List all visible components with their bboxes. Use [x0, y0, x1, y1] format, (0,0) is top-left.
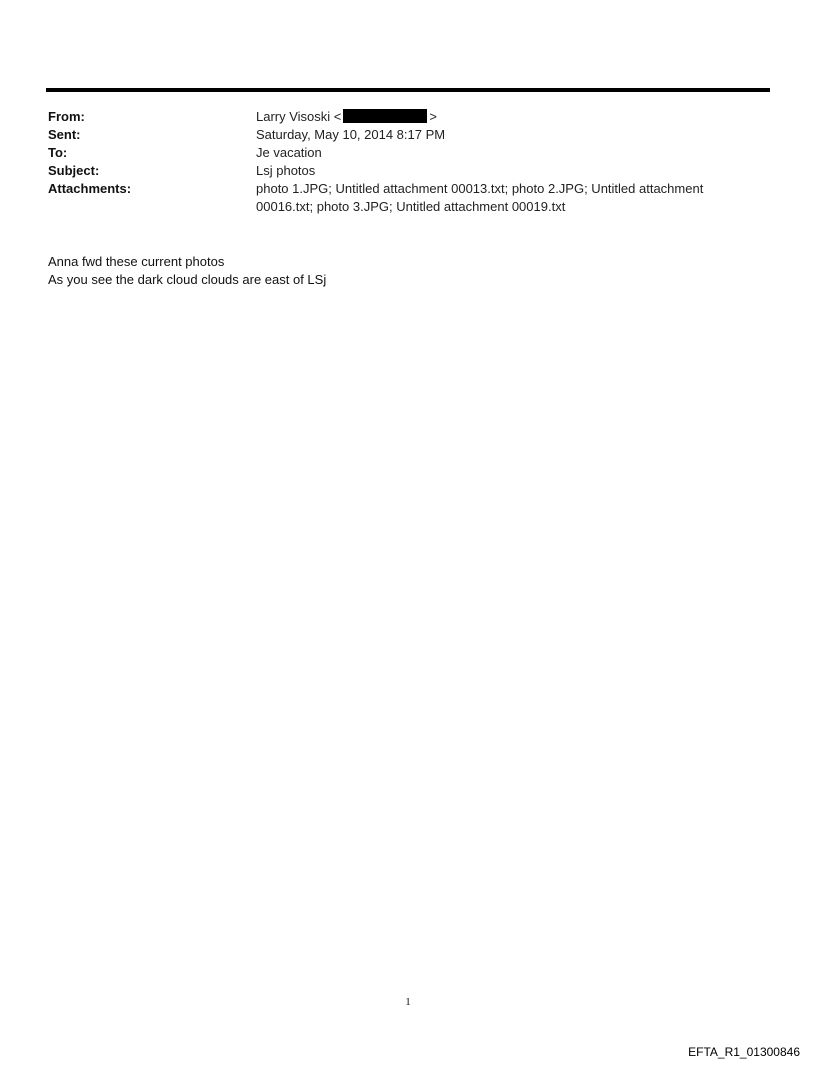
from-label: From:: [48, 109, 85, 124]
attachments-label: Attachments:: [48, 181, 132, 196]
bates-number: EFTA_R1_01300846: [688, 1045, 800, 1059]
sent-label: Sent:: [48, 127, 81, 142]
from-row: [48, 108, 770, 126]
to-label: To:: [48, 145, 68, 160]
attachments-line-1: photo 1.JPG; Untitled attachment 00013.txt; photo 2.JPG; Untitled attachment: [256, 181, 704, 196]
to-value: Je vacation: [256, 145, 322, 160]
body-line-2: As you see the dark cloud clouds are east of LSj: [48, 272, 327, 287]
subject-label: Subject:: [48, 163, 100, 178]
attachments-value: [256, 180, 770, 216]
sent-row: [48, 126, 770, 144]
header-rule: [46, 88, 770, 92]
redaction-block: [343, 109, 427, 123]
from-name: Larry Visoski <: [256, 109, 342, 124]
email-header: [48, 108, 770, 216]
attachments-line-2: 00016.txt; photo 3.JPG; Untitled attachment 00019.txt: [256, 199, 566, 214]
attachments-row: [48, 180, 770, 216]
from-suffix: >: [429, 109, 437, 124]
subject-value: Lsj photos: [256, 163, 316, 178]
body-line-1: Anna fwd these current photos: [48, 254, 225, 269]
to-row: [48, 144, 770, 162]
subject-row: [48, 162, 770, 180]
from-value: [256, 108, 770, 126]
email-body: [48, 253, 748, 289]
page-number: 1: [405, 996, 411, 1008]
sent-value: Saturday, May 10, 2014 8:17 PM: [256, 127, 446, 142]
